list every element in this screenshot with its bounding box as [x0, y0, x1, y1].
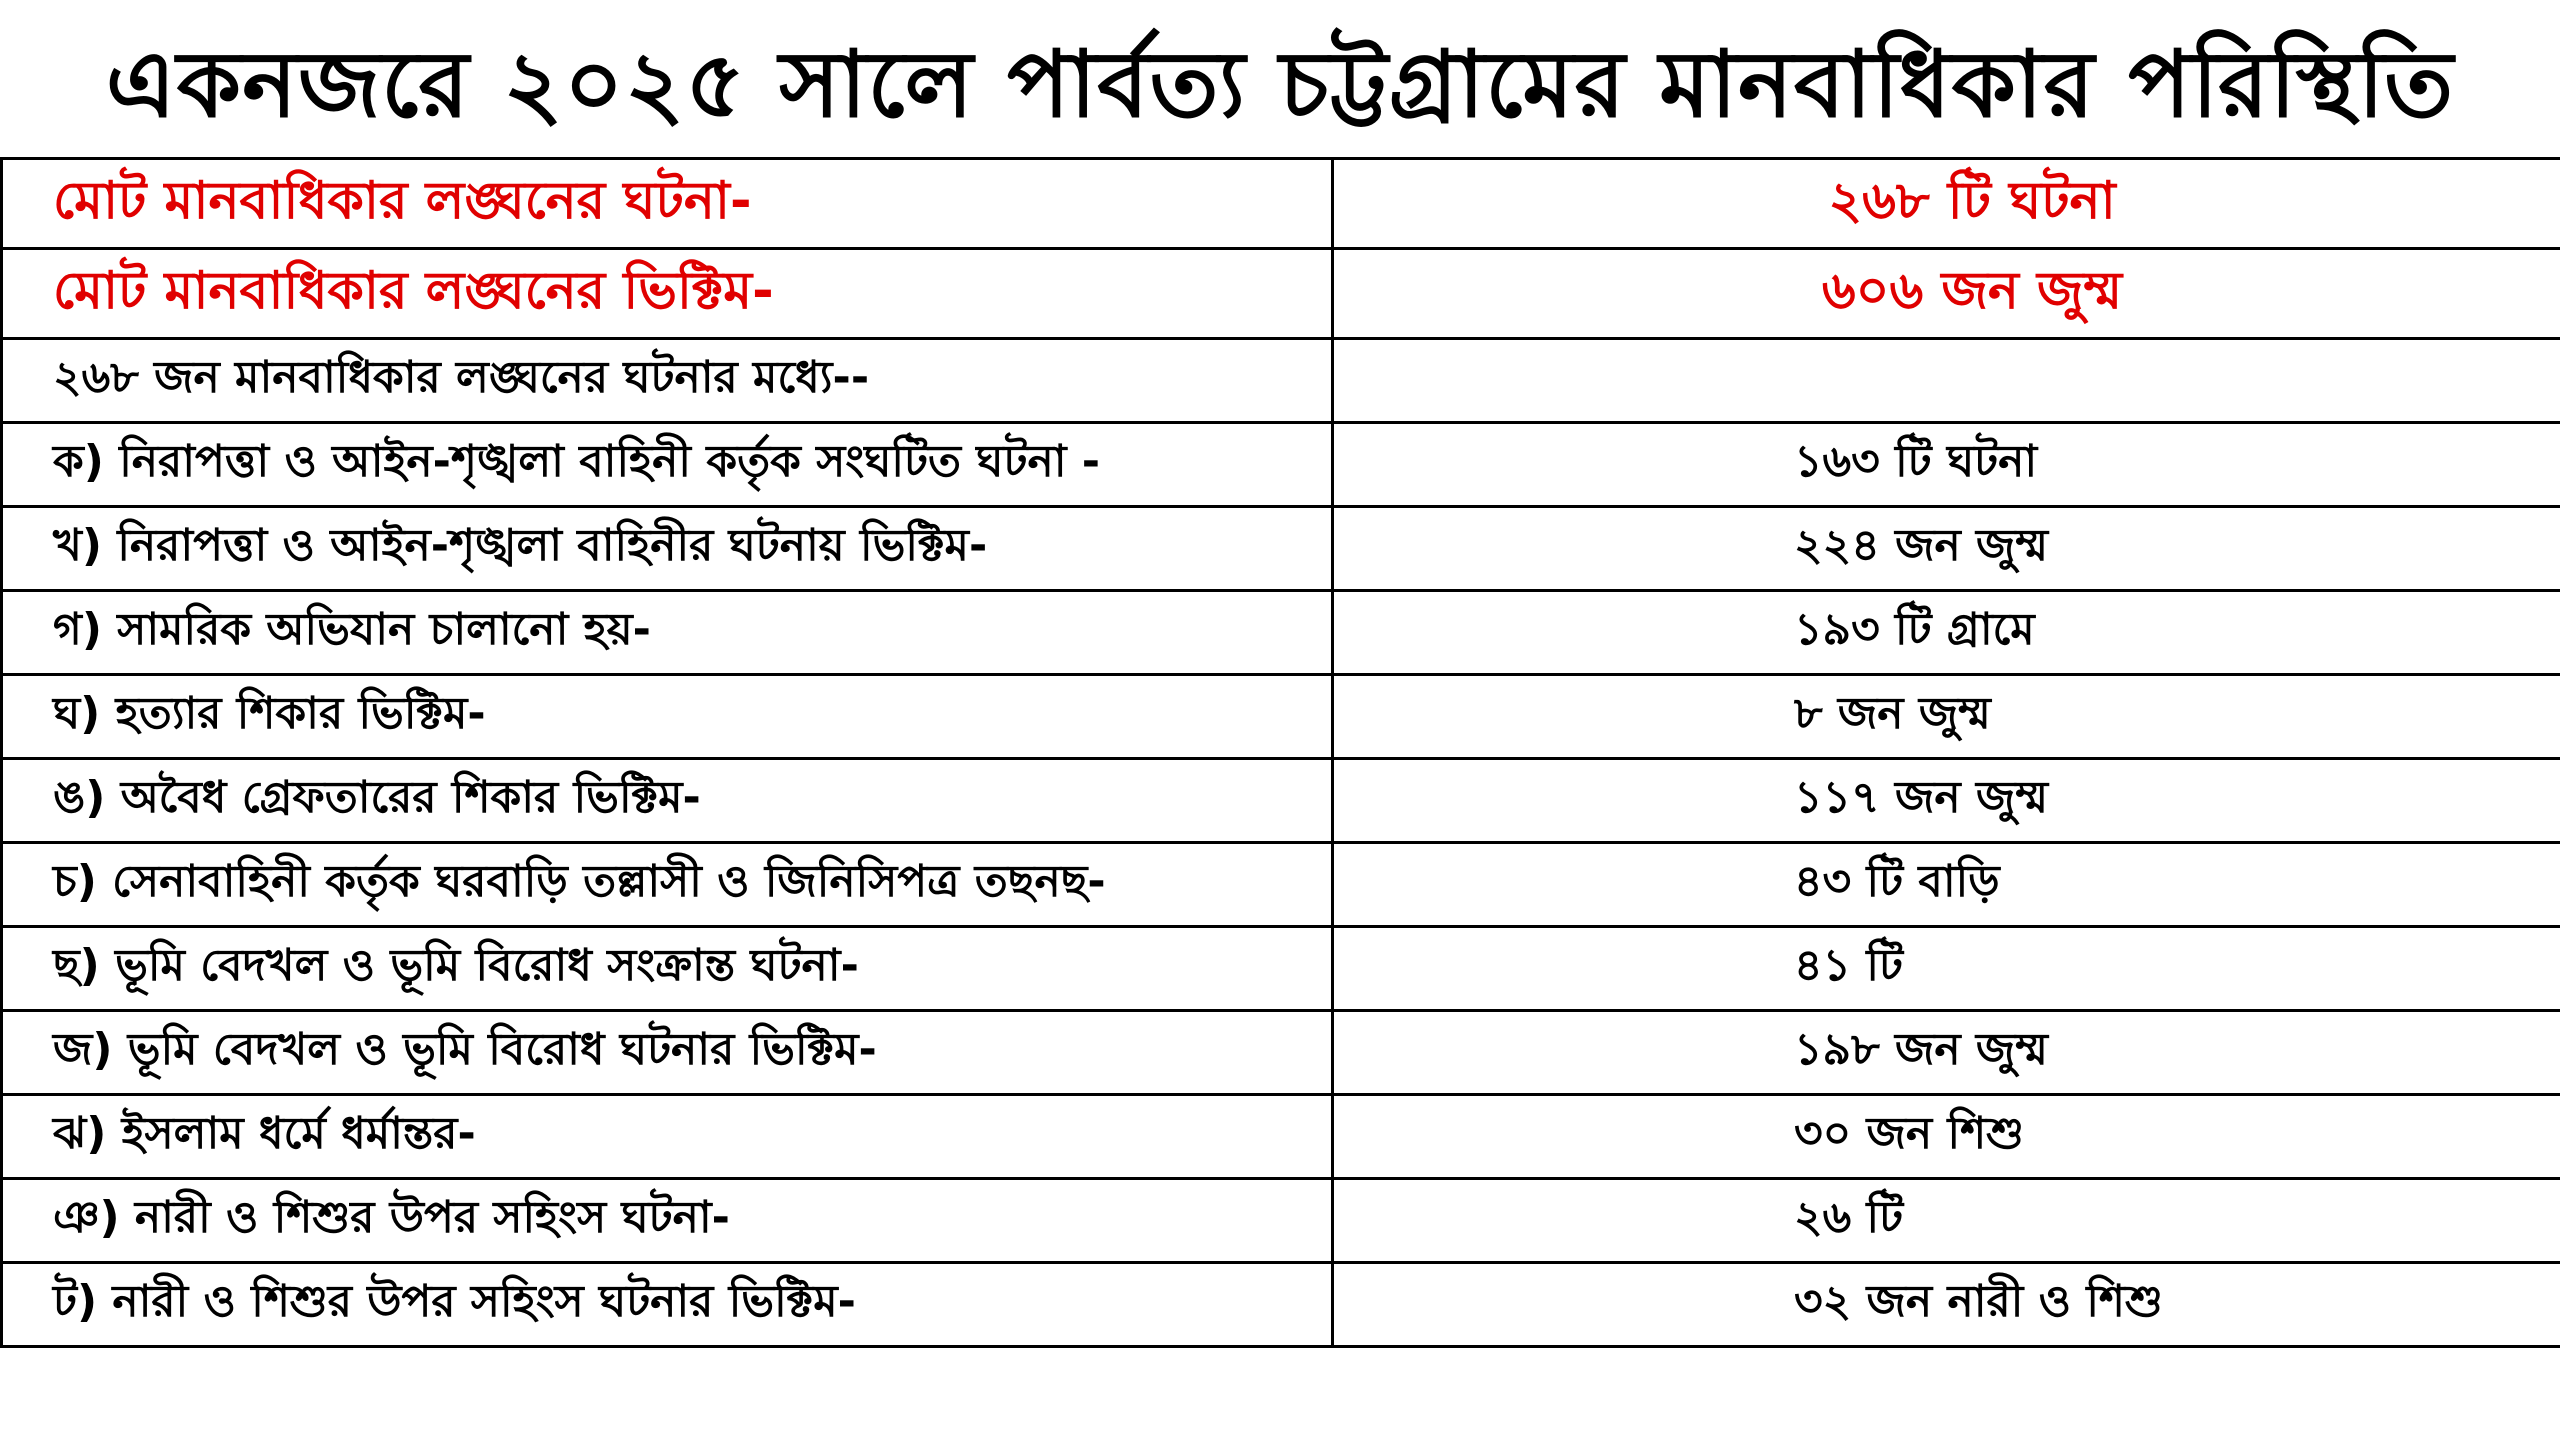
row-label: ঘ) হত্যার শিকার ভিক্টিম- — [2, 675, 1333, 759]
row-label: ঝ) ইসলাম ধর্মে ধর্মান্তর- — [2, 1095, 1333, 1179]
row-value: ১৯৮ জন জুম্ম — [1333, 1011, 2560, 1095]
row-label: ট) নারী ও শিশুর উপর সহিংস ঘটনার ভিক্টিম- — [2, 1263, 1333, 1347]
table-row — [2, 159, 2560, 249]
table-row — [2, 249, 2560, 339]
row-label: মোট মানবাধিকার লঙ্ঘনের ভিক্টিম- — [2, 249, 1333, 339]
row-value: ১৯৩ টি গ্রামে — [1333, 591, 2560, 675]
table-row — [2, 339, 2560, 423]
row-value: ৮ জন জুম্ম — [1333, 675, 2560, 759]
row-label: ২৬৮ জন মানবাধিকার লঙ্ঘনের ঘটনার মধ্যে-- — [2, 339, 1333, 423]
page-title: একনজরে ২০২৫ সালে পার্বত্য চট্টগ্রামের মানবাধিকার পরিস্থিতি — [105, 31, 2455, 138]
row-value: ৪৩ টি বাড়ি — [1333, 843, 2560, 927]
row-value: ২২৪ জন জুম্ম — [1333, 507, 2560, 591]
table-row — [2, 675, 2560, 759]
row-label: ছ) ভূমি বেদখল ও ভূমি বিরোধ সংক্রান্ত ঘটনা- — [2, 927, 1333, 1011]
row-label: ক) নিরাপত্তা ও আইন-শৃঙ্খলা বাহিনী কর্তৃক সংঘটিত ঘটনা - — [2, 423, 1333, 507]
row-label: খ) নিরাপত্তা ও আইন-শৃঙ্খলা বাহিনীর ঘটনায় ভিক্টিম- — [2, 507, 1333, 591]
table-row — [2, 843, 2560, 927]
row-value: ২৬৮ টি ঘটনা — [1333, 159, 2560, 249]
table-row — [2, 1011, 2560, 1095]
row-label: চ) সেনাবাহিনী কর্তৃক ঘরবাড়ি তল্লাসী ও জিনিসিপত্র তছনছ- — [2, 843, 1333, 927]
summary-table — [0, 157, 2560, 1348]
row-value: ৩২ জন নারী ও শিশু — [1333, 1263, 2560, 1347]
row-label: জ) ভূমি বেদখল ও ভূমি বিরোধ ঘটনার ভিক্টিম- — [2, 1011, 1333, 1095]
row-value: ১৬৩ টি ঘটনা — [1333, 423, 2560, 507]
summary-table-body — [2, 159, 2560, 1347]
row-label: ঙ) অবৈধ গ্রেফতারের শিকার ভিক্টিম- — [2, 759, 1333, 843]
row-value — [1333, 339, 2560, 423]
table-row — [2, 423, 2560, 507]
table-row — [2, 759, 2560, 843]
row-value: ৩০ জন শিশু — [1333, 1095, 2560, 1179]
row-label: গ) সামরিক অভিযান চালানো হয়- — [2, 591, 1333, 675]
table-row — [2, 1179, 2560, 1263]
row-value: ৬০৬ জন জুম্ম — [1333, 249, 2560, 339]
table-row — [2, 927, 2560, 1011]
row-label: মোট মানবাধিকার লঙ্ঘনের ঘটনা- — [2, 159, 1333, 249]
row-label: ঞ) নারী ও শিশুর উপর সহিংস ঘটনা- — [2, 1179, 1333, 1263]
row-value: ৪১ টি — [1333, 927, 2560, 1011]
table-row — [2, 1263, 2560, 1347]
table-row — [2, 507, 2560, 591]
row-value: ১১৭ জন জুম্ম — [1333, 759, 2560, 843]
row-value: ২৬ টি — [1333, 1179, 2560, 1263]
table-row — [2, 1095, 2560, 1179]
table-row — [2, 591, 2560, 675]
